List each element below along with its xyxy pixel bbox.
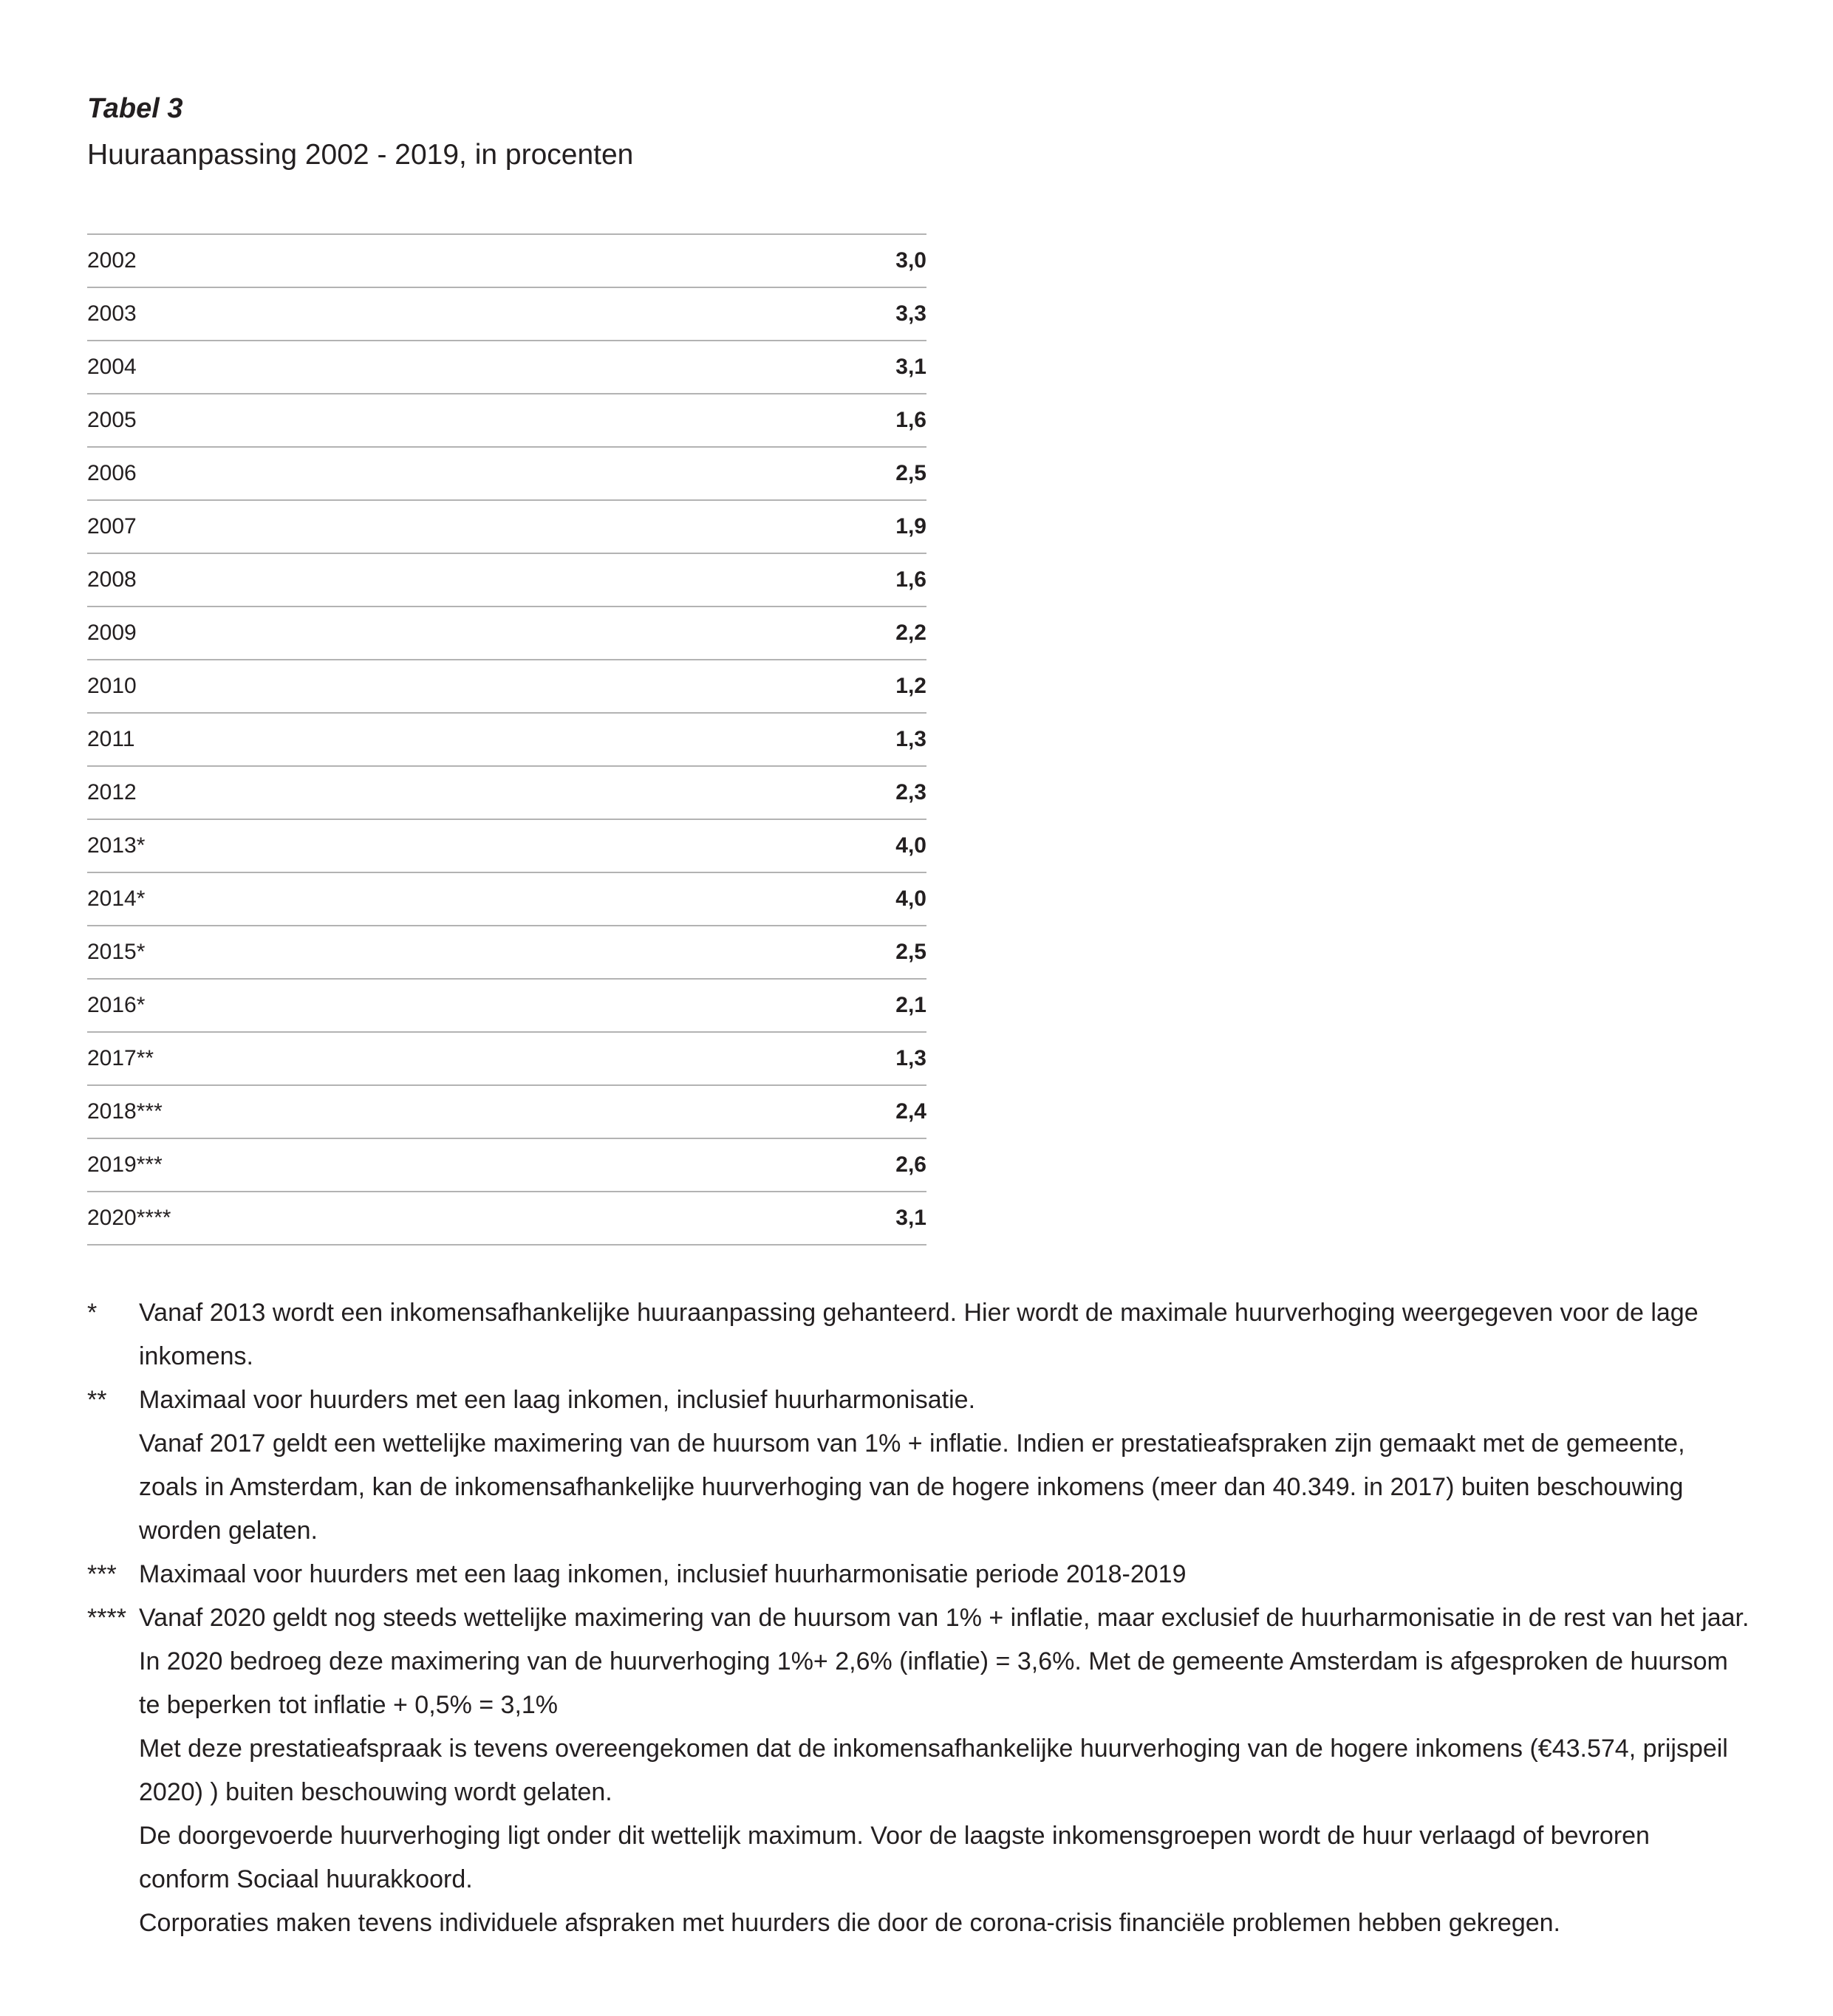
footnote [87, 1291, 1786, 1378]
percentage-cell: 2,5 [895, 940, 926, 964]
percentage-cell: 1,9 [895, 514, 926, 539]
footnote-line: Maximaal voor huurders met een laag inkomen, inclusief huurharmonisatie periode 2018-2019 [139, 1560, 1187, 1588]
year-cell: 2011 [87, 727, 135, 751]
year-cell: 2010 [87, 674, 137, 698]
footnote-text [139, 1553, 1786, 1596]
footnote-line: In 2020 bedroeg deze maximering van de huurverhoging 1%+ 2,6% (inflatie) = 3,6%. Met de gemeente Amsterdam is afgesproken de huursom [139, 1647, 1728, 1675]
table-row [87, 501, 926, 554]
percentage-cell: 1,6 [895, 567, 926, 592]
footnote-marker: ** [87, 1386, 107, 1414]
footnote-line: De doorgevoerde huurverhoging ligt onder dit wettelijk maximum. Voor de laagste inkomensgroepen wordt de huur verlaagd of bevroren [139, 1822, 1650, 1850]
year-cell: 2002 [87, 248, 137, 273]
percentage-cell: 4,0 [895, 886, 926, 911]
table-subtitle: Huuraanpassing 2002 - 2019, in procenten [87, 139, 634, 171]
year-cell: 2005 [87, 408, 137, 432]
percentage-cell: 2,1 [895, 993, 926, 1017]
year-cell: 2003 [87, 301, 137, 326]
year-cell: 2013* [87, 833, 146, 858]
footnote-text [139, 1378, 1786, 1553]
table-row [87, 873, 926, 926]
year-cell: 2012 [87, 780, 137, 804]
footnote-line: Met deze prestatieafspraak is tevens overeengekomen dat de inkomensafhankelijke huurverhoging van de hogere inkomens (€43.574, prijspeil [139, 1735, 1728, 1763]
percentage-cell: 2,5 [895, 461, 926, 485]
table-row [87, 448, 926, 501]
percentage-cell: 2,6 [895, 1152, 926, 1177]
table-row [87, 1192, 926, 1246]
table-row [87, 980, 926, 1033]
year-cell: 2019*** [87, 1152, 163, 1177]
year-cell: 2018*** [87, 1099, 163, 1124]
footnote-line: Vanaf 2020 geldt nog steeds wettelijke maximering van de huursom van 1% + inflatie, maar exclusief de huurharmonisatie in de rest van het jaar. [139, 1604, 1750, 1632]
percentage-cell: 4,0 [895, 833, 926, 858]
table-row [87, 767, 926, 820]
year-cell: 2014* [87, 886, 146, 911]
footnote-line: zoals in Amsterdam, kan de inkomensafhankelijke huurverhoging van de hogere inkomens (meer dan 40.349. in 2017) buiten beschouwing [139, 1473, 1684, 1501]
rent-adjustment-table [87, 233, 926, 1246]
percentage-cell: 3,1 [895, 1206, 926, 1230]
footnote-line: Maximaal voor huurders met een laag inkomen, inclusief huurharmonisatie. [139, 1386, 976, 1414]
footnote-text [139, 1291, 1786, 1378]
table-row [87, 1033, 926, 1086]
footnote-line: Vanaf 2013 wordt een inkomensafhankelijke huuraanpassing gehanteerd. Hier wordt de maximale huurverhoging weergegeven voor de lage [139, 1299, 1699, 1327]
table-row [87, 714, 926, 767]
percentage-cell: 3,1 [895, 355, 926, 379]
table-row [87, 660, 926, 714]
footnote-line: inkomens. [139, 1342, 253, 1370]
footnote [87, 1553, 1786, 1596]
footnote [87, 1378, 1786, 1553]
footnote-line: te beperken tot inflatie + 0,5% = 3,1% [139, 1691, 559, 1719]
table-row [87, 554, 926, 607]
footnote-line: conform Sociaal huurakkoord. [139, 1865, 473, 1893]
table-row [87, 394, 926, 448]
year-cell: 2006 [87, 461, 137, 485]
table-row [87, 288, 926, 341]
table-row [87, 607, 926, 660]
table-row [87, 1139, 926, 1192]
table-title: Tabel 3 [87, 93, 183, 124]
year-cell: 2007 [87, 514, 137, 539]
table-row [87, 235, 926, 288]
footnote-marker: *** [87, 1560, 117, 1588]
year-cell: 2017** [87, 1046, 154, 1070]
footnote-line: 2020) ) buiten beschouwing wordt gelaten. [139, 1778, 612, 1806]
percentage-cell: 1,2 [895, 674, 926, 698]
percentage-cell: 1,3 [895, 727, 926, 751]
percentage-cell: 2,3 [895, 780, 926, 804]
percentage-cell: 2,4 [895, 1099, 926, 1124]
year-cell: 2008 [87, 567, 137, 592]
table-row [87, 341, 926, 394]
footnote-marker: **** [87, 1604, 126, 1632]
percentage-cell: 3,0 [895, 248, 926, 273]
footnote-marker: * [87, 1299, 98, 1327]
year-cell: 2004 [87, 355, 137, 379]
table-row [87, 820, 926, 873]
table-row [87, 1086, 926, 1139]
percentage-cell: 3,3 [895, 301, 926, 326]
footnote [87, 1596, 1786, 1945]
footnote-text [139, 1596, 1786, 1945]
footnote-line: worden gelaten. [139, 1517, 318, 1545]
footnote-line: Vanaf 2017 geldt een wettelijke maximering van de huursom van 1% + inflatie. Indien er prestatieafspraken zijn gemaakt met de gemeente, [139, 1429, 1685, 1458]
footnote-line: Corporaties maken tevens individuele afspraken met huurders die door de corona-crisis financiële problemen hebben gekregen. [139, 1909, 1561, 1937]
year-cell: 2009 [87, 621, 137, 645]
footnotes [87, 1291, 1786, 1945]
percentage-cell: 1,3 [895, 1046, 926, 1070]
year-cell: 2020**** [87, 1206, 171, 1230]
percentage-cell: 2,2 [895, 621, 926, 645]
year-cell: 2015* [87, 940, 146, 964]
percentage-cell: 1,6 [895, 408, 926, 432]
year-cell: 2016* [87, 993, 146, 1017]
table-row [87, 926, 926, 980]
